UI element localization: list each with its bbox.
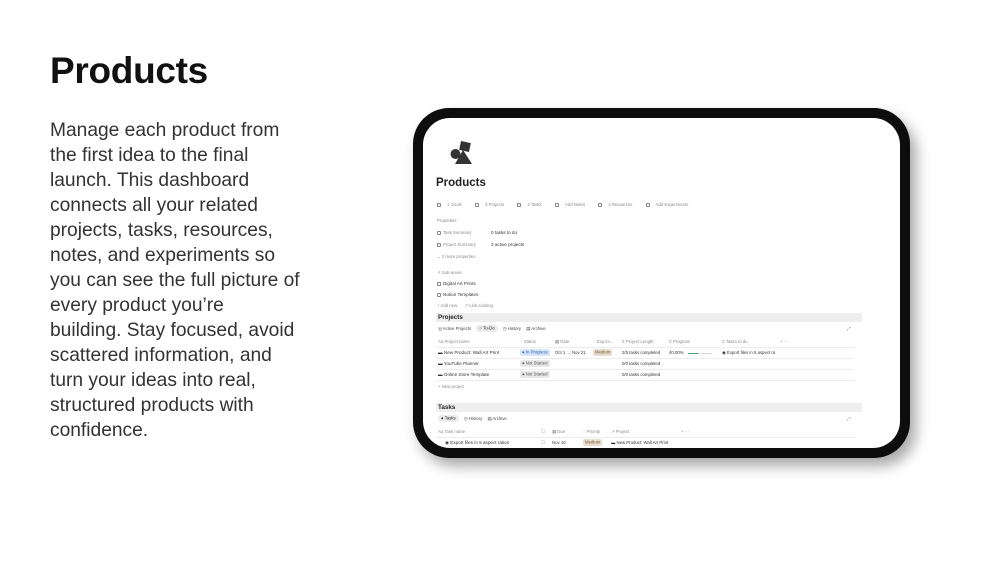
- table-row[interactable]: ▬ Online Store Template: [438, 372, 490, 377]
- folder-icon: ▬: [438, 372, 444, 377]
- slide-description: Manage each product from the first idea to the final launch. This dashboard connects all your related projects, tasks, resources, notes, and experiments so you can see the full picture of every product you’re building. Stay focused, avoid scattered information, and turn your ideas into real, structured products with confidence.: [50, 120, 300, 441]
- table-row[interactable]: ▬ New Product: Wall Art Print: [438, 350, 500, 355]
- clock-icon: ◷: [502, 326, 508, 331]
- tasks-view-tabs: [438, 416, 507, 422]
- folder-icon: ▬: [438, 350, 444, 355]
- col-project-name[interactable]: Aa Project name: [438, 339, 470, 344]
- table-row[interactable]: ▬ YouTube Planner: [438, 361, 479, 366]
- status-badge[interactable]: ● Not Started: [522, 372, 548, 377]
- projects-title: Projects: [438, 314, 463, 321]
- sub-area-actions: [437, 303, 493, 309]
- impact-badge[interactable]: Medium: [595, 350, 611, 355]
- link-existing-button[interactable]: ↗ Link existing: [464, 303, 493, 308]
- priority-badge[interactable]: Medium: [585, 440, 601, 445]
- progress-fill: [688, 353, 698, 354]
- folder-icon: ▬: [438, 361, 444, 366]
- col-progress[interactable]: Σ Progress: [669, 339, 691, 344]
- page-title: Products: [436, 177, 486, 189]
- formula-icon: [437, 231, 441, 235]
- progress-text: 40.00%: [669, 350, 684, 355]
- tasks-header: [436, 403, 862, 412]
- circle-icon: ●: [441, 416, 445, 421]
- chip-notes[interactable]: Add Notes: [555, 202, 591, 207]
- progress-bar: [688, 353, 712, 354]
- shapes-icon: [447, 140, 473, 166]
- divider: [436, 437, 854, 438]
- col-tasks-to-do[interactable]: Σ Tasks to do: [722, 339, 748, 344]
- check-circle-icon: ◉: [722, 350, 727, 355]
- formula-icon: [437, 243, 441, 247]
- length-cell: 0/0 tasks completed: [622, 372, 661, 377]
- relation-arrow-icon: ↗: [437, 270, 442, 275]
- properties-label: Properties: [437, 218, 457, 223]
- check-circle-icon: ◉: [445, 440, 451, 445]
- sub-area-item[interactable]: Digital Art Prints: [437, 281, 476, 286]
- projects-view-tabs: [438, 326, 546, 332]
- tab-archive[interactable]: ▤ Archive: [487, 416, 507, 421]
- tab-active-projects[interactable]: ◎ Active Projects: [438, 326, 472, 331]
- expand-icon[interactable]: ⤢: [847, 416, 851, 421]
- more-properties-toggle[interactable]: ⌄ 2 more properties: [437, 254, 476, 259]
- col-exp-impact[interactable]: ◌ Exp im...: [593, 339, 614, 344]
- status-badge[interactable]: ● Not Started: [522, 361, 548, 366]
- page-icon: [437, 282, 441, 286]
- property-project-summary-value[interactable]: 3 active projects: [491, 242, 525, 247]
- col-project-length[interactable]: Σ Project Length: [622, 339, 654, 344]
- notion-page-screen: [423, 118, 900, 448]
- tablet-frame: [413, 108, 910, 458]
- status-badge[interactable]: ● In Progress: [522, 350, 548, 355]
- sub-areas-label: ↗ Sub-areas: [437, 270, 462, 275]
- relation-chips: [437, 202, 700, 207]
- tab-history[interactable]: ◷ History: [502, 326, 522, 331]
- clock-icon: ◷: [463, 416, 469, 421]
- target-icon: ◎: [438, 326, 443, 331]
- col-project[interactable]: ↗ Project: [611, 429, 630, 434]
- table-row[interactable]: ◉ Export files in 5 aspect ratios: [445, 440, 510, 445]
- col-due[interactable]: ▦ Due: [552, 429, 566, 434]
- chip-projects[interactable]: 3 Projects: [475, 202, 510, 207]
- tab-history[interactable]: ◷ History: [463, 416, 483, 421]
- property-task-summary-value[interactable]: 0 tasks to do: [491, 230, 518, 235]
- col-status[interactable]: ◌ Status: [520, 339, 536, 344]
- length-cell: 2/5 tasks completed: [622, 350, 661, 355]
- chip-experiments[interactable]: Add Experiments: [646, 202, 695, 207]
- divider: [436, 358, 854, 359]
- project-relation-cell[interactable]: ▬ New Product: Wall Art Print: [611, 440, 669, 445]
- tab-archive[interactable]: ▤ Archive: [526, 326, 546, 331]
- chevron-down-icon: ⌄: [437, 254, 442, 259]
- expand-icon[interactable]: ⤢: [847, 326, 851, 331]
- add-new-button[interactable]: + Add new: [437, 303, 458, 308]
- length-cell: 0/0 tasks completed: [622, 361, 661, 366]
- divider: [436, 380, 854, 381]
- chip-resources[interactable]: 2 Resources: [598, 202, 638, 207]
- task-checkbox[interactable]: ☐: [541, 440, 545, 445]
- archive-icon: ▤: [487, 416, 493, 421]
- due-cell[interactable]: Nov 10: [552, 440, 566, 445]
- tasks-title: Tasks: [438, 404, 456, 411]
- divider: [436, 347, 854, 348]
- new-project-button[interactable]: + New project: [438, 384, 465, 389]
- tab-tasks[interactable]: ● Tasks: [438, 415, 459, 421]
- chip-tasks[interactable]: 2 Tasks: [517, 202, 548, 207]
- checkbox-column-icon[interactable]: ☐: [541, 429, 545, 434]
- col-date[interactable]: ▦ Date: [555, 339, 570, 344]
- divider: [436, 369, 854, 370]
- circle-icon: ○: [479, 326, 484, 331]
- property-task-summary-label: Task Summary: [437, 230, 471, 235]
- col-task-name[interactable]: Aa Task name: [438, 429, 466, 434]
- add-column-button[interactable]: + ···: [681, 429, 689, 434]
- folder-icon: ▬: [611, 440, 617, 445]
- archive-icon: ▤: [526, 326, 532, 331]
- tab-to-do[interactable]: ○ To-Do: [476, 325, 497, 331]
- add-column-button[interactable]: + ···: [780, 339, 788, 344]
- chip-goals[interactable]: 1 Goals: [437, 202, 468, 207]
- page-icon: [437, 293, 441, 297]
- sub-area-item[interactable]: Notion Templates: [437, 292, 478, 297]
- task-to-do-cell[interactable]: ◉ Export files in 5 aspect ra: [722, 350, 776, 355]
- date-cell[interactable]: Oct 1 → Nov 21: [555, 350, 586, 355]
- projects-header: [436, 313, 862, 322]
- col-priority[interactable]: ◌ Priority: [583, 429, 601, 434]
- property-project-summary-label: Project Summary: [437, 242, 476, 247]
- slide-title: Products: [50, 50, 208, 91]
